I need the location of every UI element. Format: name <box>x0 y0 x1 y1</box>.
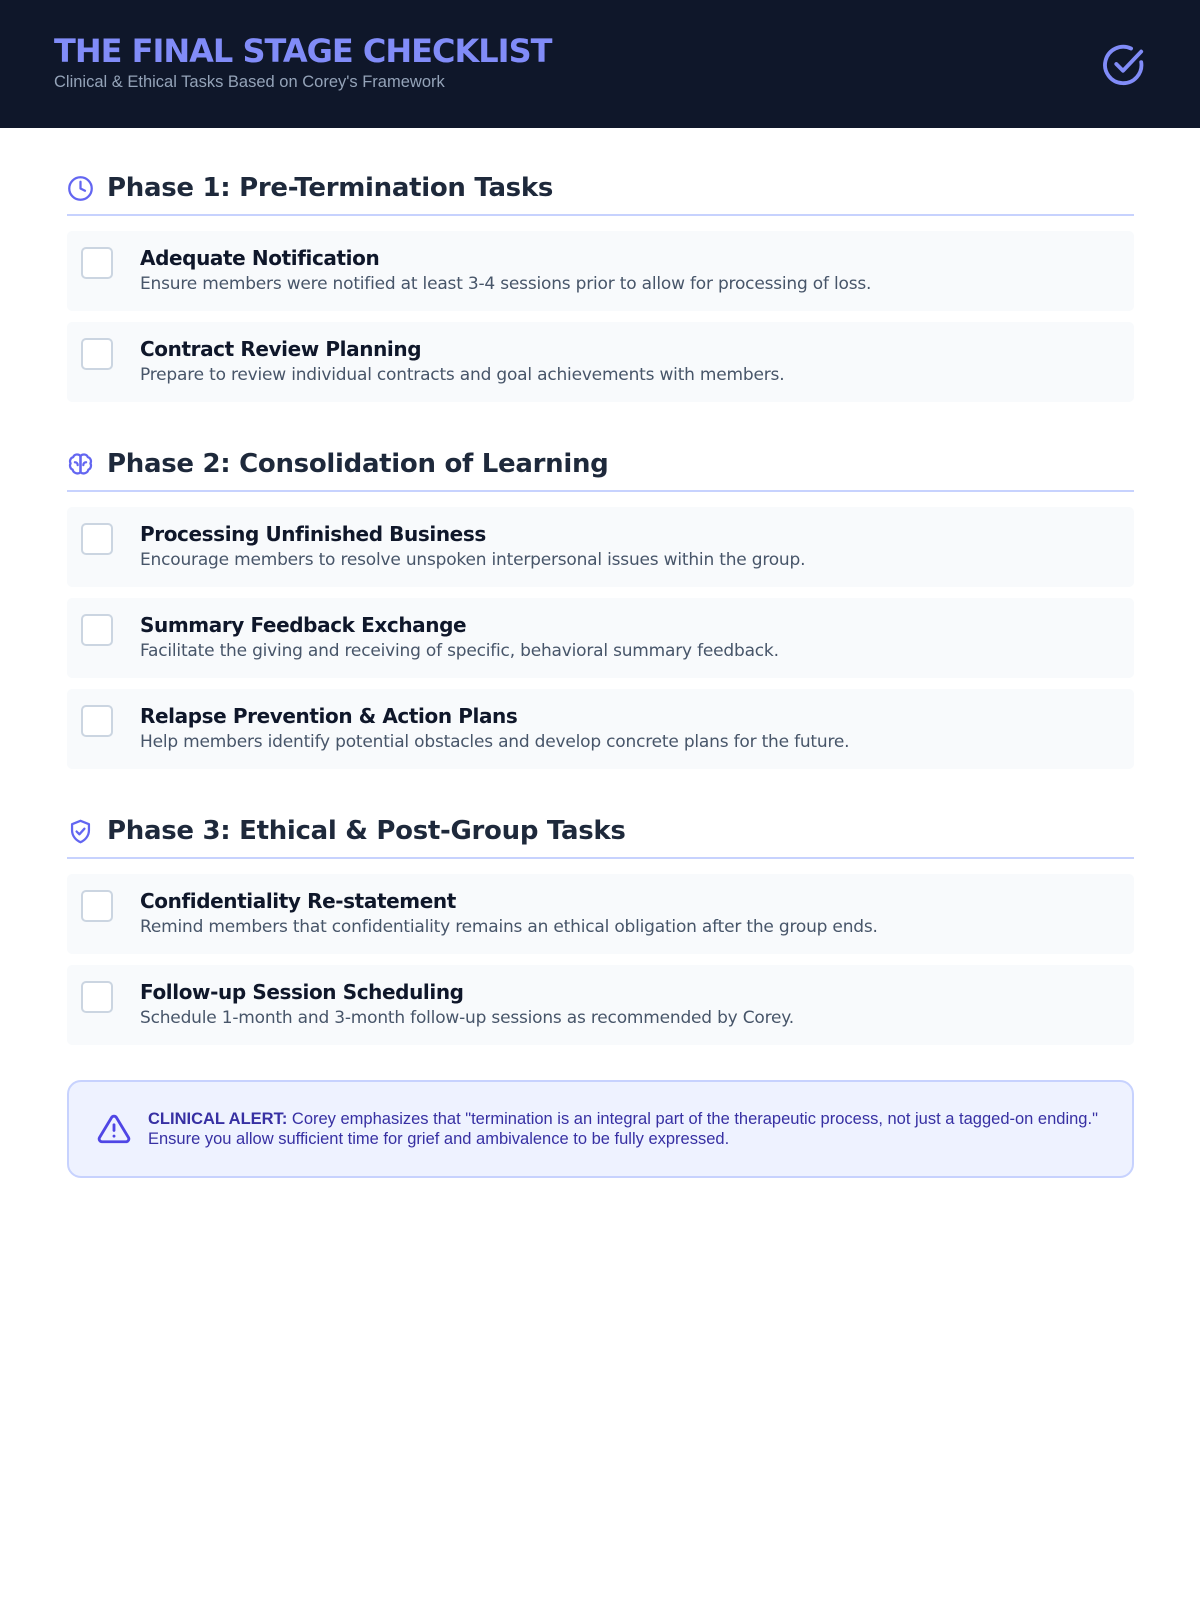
task-item <box>67 598 1134 678</box>
task-item <box>67 874 1134 954</box>
task-description: Help members identify potential obstacles and develop concrete plans for the future. <box>140 732 850 752</box>
task-description: Prepare to review individual contracts and goal achievements with members. <box>140 365 785 385</box>
task-title: Adequate Notification <box>140 246 380 270</box>
task-description: Schedule 1-month and 3-month follow-up sessions as recommended by Corey. <box>140 1008 794 1028</box>
task-checkbox[interactable] <box>81 705 113 737</box>
phase-1 <box>67 168 1134 402</box>
task-description: Remind members that confidentiality remains an ethical obligation after the group ends. <box>140 917 878 937</box>
task-title: Contract Review Planning <box>140 337 422 361</box>
task-item <box>67 322 1134 402</box>
task-description: Facilitate the giving and receiving of specific, behavioral summary feedback. <box>140 641 779 661</box>
phase-2 <box>67 444 1134 769</box>
warning-triangle-icon <box>97 1112 131 1146</box>
phase-3 <box>67 811 1134 1045</box>
check-circle-icon <box>1100 42 1146 88</box>
phase-heading <box>67 444 1134 492</box>
task-item <box>67 965 1134 1045</box>
task-title: Relapse Prevention & Action Plans <box>140 704 518 728</box>
task-description: Ensure members were notified at least 3-4 sessions prior to allow for processing of loss. <box>140 274 872 294</box>
clock-icon <box>67 175 94 202</box>
phase-title: Phase 1: Pre-Termination Tasks <box>107 173 554 203</box>
page-subtitle: Clinical & Ethical Tasks Based on Corey's Framework <box>54 73 445 91</box>
alert-message: Corey emphasizes that "termination is an integral part of the therapeutic process, not just a tagged-on ending." Ensure you allow sufficient time for grief and ambivalence to be fully expressed. <box>148 1110 1098 1148</box>
clinical-alert <box>67 1080 1134 1178</box>
alert-text <box>148 1109 1102 1149</box>
task-title: Confidentiality Re-statement <box>140 889 456 913</box>
task-checkbox[interactable] <box>81 247 113 279</box>
task-title: Processing Unfinished Business <box>140 522 486 546</box>
phase-heading <box>67 811 1134 859</box>
page-header <box>0 0 1200 128</box>
task-description: Encourage members to resolve unspoken interpersonal issues within the group. <box>140 550 806 570</box>
task-checkbox[interactable] <box>81 981 113 1013</box>
shield-check-icon <box>67 818 94 845</box>
page-title: THE FINAL STAGE CHECKLIST <box>54 32 552 70</box>
task-checkbox[interactable] <box>81 890 113 922</box>
task-item <box>67 689 1134 769</box>
phase-title: Phase 2: Consolidation of Learning <box>107 449 609 479</box>
task-checkbox[interactable] <box>81 338 113 370</box>
task-item <box>67 507 1134 587</box>
task-checkbox[interactable] <box>81 523 113 555</box>
phase-heading <box>67 168 1134 216</box>
task-item <box>67 231 1134 311</box>
task-title: Summary Feedback Exchange <box>140 613 467 637</box>
task-title: Follow-up Session Scheduling <box>140 980 464 1004</box>
brain-icon <box>67 451 94 478</box>
checklist <box>67 168 1134 1087</box>
task-checkbox[interactable] <box>81 614 113 646</box>
phase-title: Phase 3: Ethical & Post-Group Tasks <box>107 816 626 846</box>
alert-label: CLINICAL ALERT: <box>148 1110 288 1128</box>
